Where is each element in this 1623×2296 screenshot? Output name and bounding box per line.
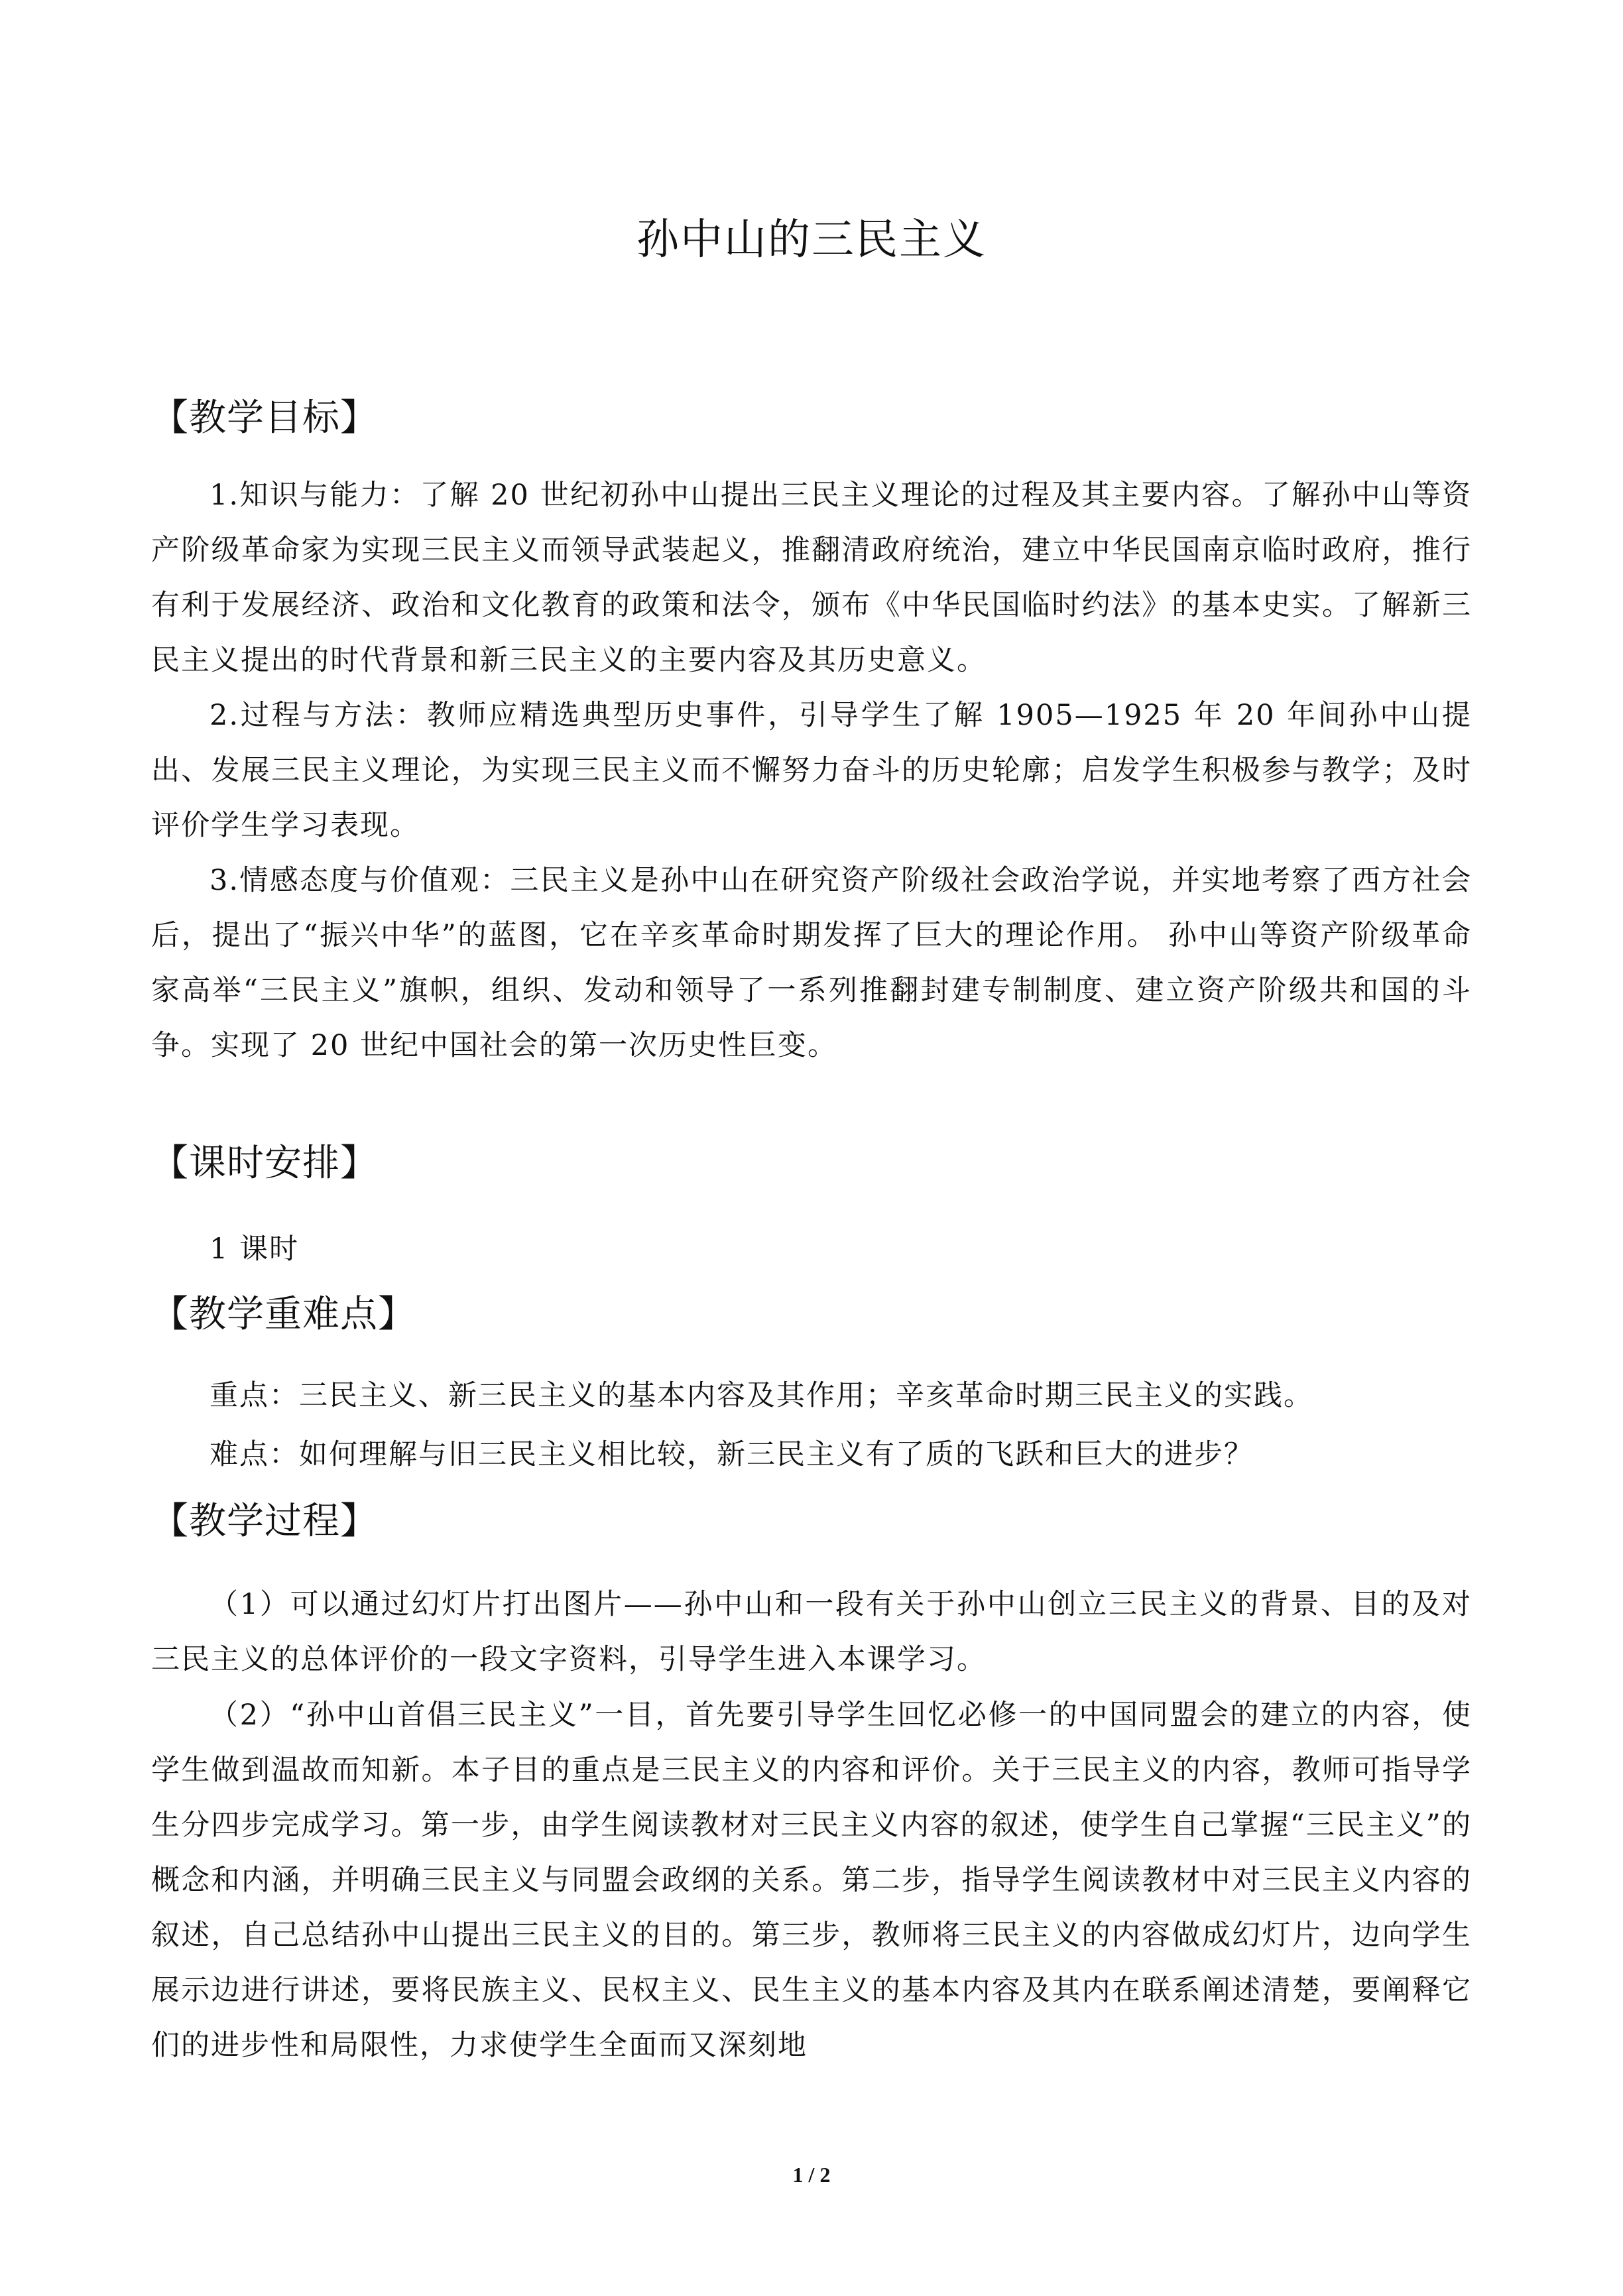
section-heading-process: 【教学过程】	[151, 1500, 378, 1543]
page-number: 1 / 2	[792, 2163, 831, 2187]
section-heading-key-points: 【教学重难点】	[151, 1293, 416, 1336]
process-paragraph-2: （2）“孙中山首倡三民主义”一目，首先要引导学生回忆必修一的中国同盟会的建立的内容，使学生做到温故而知新。本子目的重点是三民主义的内容和评价。关于三民主义的内容，教师可指导学生分四步完成学习。第一步，由学生阅读教材对三民主义内容的叙述，使学生自己掌握“三民主义”的概念和内涵，并明确三民主义与同盟会政纲的关系。第二步，指导学生阅读教材中对三民主义内容的叙述，自己总结孙中山提出三民主义的目的。第三步，教师将三民主义的内容做成幻灯片，边向学生展示边进行讲述，要将民族主义、民权主义、民生主义的基本内容及其内在联系阐述清楚，要阐释它们的进步性和局限性，力求使学生全面而又深刻地	[151, 1699, 1472, 2062]
page-title: 孙中山的三民主义	[636, 215, 987, 265]
schedule-paragraph: 1 课时	[210, 1233, 300, 1266]
section-heading-schedule: 【课时安排】	[151, 1142, 378, 1185]
key-point-paragraph: 重点：三民主义、新三民主义的基本内容及其作用；辛亥革命时期三民主义的实践。	[210, 1379, 1313, 1412]
process-paragraph-1: （1）可以通过幻灯片打出图片——孙中山和一段有关于孙中山创立三民主义的背景、目的及对三民主义的总体评价的一段文字资料，引导学生进入本课学习。	[151, 1588, 1472, 1676]
goals-paragraph-2: 2.过程与方法：教师应精选典型历史事件，引导学生了解 1905—1925 年 20 年间孙中山提出、发展三民主义理论，为实现三民主义而不懈努力奋斗的历史轮廓；启发学生积极参与教学；及时评价学生学习表现。	[151, 699, 1472, 842]
section-heading-goals: 【教学目标】	[151, 396, 378, 440]
difficulty-paragraph: 难点：如何理解与旧三民主义相比较，新三民主义有了质的飞跃和巨大的进步？	[210, 1438, 1254, 1471]
goals-paragraph-1: 1.知识与能力：了解 20 世纪初孙中山提出三民主义理论的过程及其主要内容。了解孙中山等资产阶级革命家为实现三民主义而领导武装起义，推翻清政府统治，建立中华民国南京临时政府，推行有利于发展经济、政治和文化教育的政策和法令，颁布《中华民国临时约法》的基本史实。了解新三民主义提出的时代背景和新三民主义的主要内容及其历史意义。	[151, 479, 1472, 677]
goals-paragraph-3: 3.情感态度与价值观：三民主义是孙中山在研究资产阶级社会政治学说，并实地考察了西方社会后，提出了“振兴中华”的蓝图，它在辛亥革命时期发挥了巨大的理论作用。 孙中山等资产阶级革命家高举“三民主义”旗帜，组织、发动和领导了一系列推翻封建专制制度、建立资产阶级共和国的斗争。实现了 20 世纪中国社会的第一次历史性巨变。	[151, 864, 1472, 1062]
